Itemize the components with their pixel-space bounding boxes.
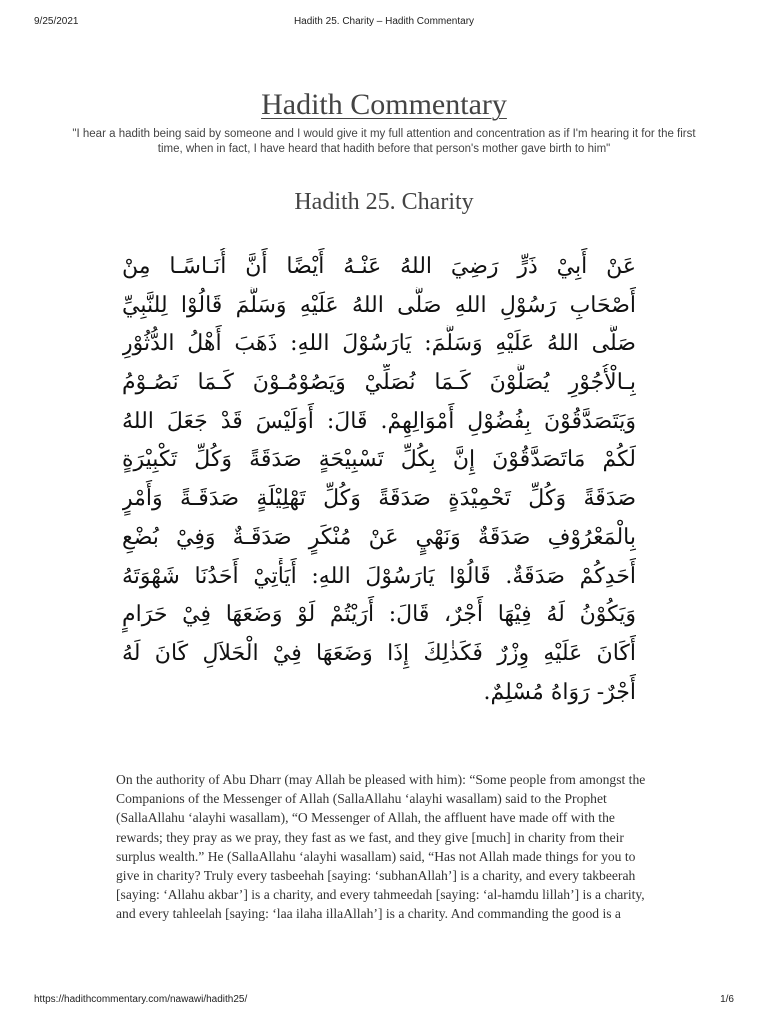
arabic-line: بِالْمَعْرُوْفِ صَدَقَةٌ وَنَهْيٍ عَنْ مُنْكَرٍ صَدَقَـةٌ وَفِيْ بُضْعِ [122, 524, 636, 550]
print-footer [0, 994, 768, 1008]
arabic-line: لَكُمْ مَاتَصَدَّقُوْنَ إِنَّ بِكُلِّ تَسْبِيْحَةٍ صَدَقَةً وَكُلِّ تَكْبِيْرَةٍ [122, 447, 636, 473]
arabic-line: صَدَقَةً وَكُلِّ تَحْمِيْدَةٍ صَدَقَةً وَكُلِّ تَهْلِيْلَةٍ صَدَقَـةً وَأَمْرٍ [122, 486, 636, 512]
page-number: 1/6 [720, 994, 734, 1005]
arabic-line: صَلَّى اللهُ عَلَيْهِ وَسَلَّمَ: يَارَسُوْلَ اللهِ: ذَهَبَ أَهْلُ الدُّثُوْرِ [122, 331, 636, 357]
english-translation: On the authority of Abu Dharr (may Allah be pleased with him): “Some people from amongst the Companions of the Messenger of Allah (SallaAllahu ‘alayhi wasallam) said to the Prophet (SallaAllahu ‘alayhi wasallam), “O Messenger of Allah, the affluent have made off with the rewards; they pray as we pray, they fast as we fast, and they give [much] in charity from their surplus wealth.” He (SallaAllahu ‘alayhi wasallam) said, “Has not Allah made things for you to give in charity? Truly every tasbeehah [saying: ‘subhanAllah’] is a charity, and every takbeerah [saying: ‘Allahu akbar’] is a charity, and every tahmeedah [saying: ‘al-hamdu lillah’] is a charity, and every tahleelah [saying: ‘laa ilaha illaAllah’] is a charity. And commanding the good is a [116, 772, 646, 922]
arabic-line: أَصْحَابِ رَسُوْلِ اللهِ صَلَّى اللهُ عَلَيْهِ وَسَلَّمَ قَالُوْا لِلنَّبِيِّ [122, 292, 636, 318]
arabic-line: أَكَانَ عَلَيْهِ وِزْرٌ فَكَذٰلِكَ إِذَا وَضَعَهَا فِيْ الْحَلاَلِ كَانَ لَهُ [122, 640, 636, 666]
arabic-line: أَجْرٌ- رَوَاهُ مُسْلِمٌ. [483, 679, 636, 705]
site-tagline: "I hear a hadith being said by someone and I would give it my full attention and concentration as if I'm hearing it for the first time, when in fact, I have heard that hadith before that person's mother gave birth to him" [72, 128, 696, 155]
print-date: 9/25/2021 [34, 16, 79, 27]
post-title: Hadith 25. Charity [294, 189, 474, 215]
print-url: https://hadithcommentary.com/nawawi/hadith25/ [34, 994, 248, 1005]
print-page-title: Hadith 25. Charity – Hadith Commentary [293, 16, 475, 27]
arabic-hadith-text [122, 248, 636, 748]
arabic-line: بِـالْأُجُوْرِ يُصَلُّوْنَ كَـمَا نُصَلِّيْ وَيَصُوْمُـوْنَ كَـمَا نَصُـوْمُ [122, 370, 636, 396]
arabic-line: وَيَكُوْنُ لَهُ فِيْهَا أَجْرٌ، قَالَ: أَرَيْتُمْ لَوْ وَضَعَهَا فِيْ حَرَامٍ [122, 602, 636, 628]
arabic-line: عَنْ أَبِيْ ذَرٍّ رَضِيَ اللهُ عَنْـهُ أَيْضًا أَنَّ أُنَـاسًـا مِنْ [122, 254, 636, 279]
site-title[interactable]: Hadith Commentary [261, 88, 507, 121]
arabic-line: أَحَدِكُمْ صَدَقَةٌ. قَالُوْا يَارَسُوْلَ اللهِ: أَيَأْتِيْ أَحَدُنَا شَهْوَتَهُ [122, 563, 636, 589]
arabic-line: وَيَتَصَدَّقُوْنَ بِفُضُوْلِ أَمْوَالِهِمْ. قَالَ: أَوَلَيْسَ قَدْ جَعَلَ اللهُ [122, 408, 636, 434]
print-header [0, 16, 768, 30]
